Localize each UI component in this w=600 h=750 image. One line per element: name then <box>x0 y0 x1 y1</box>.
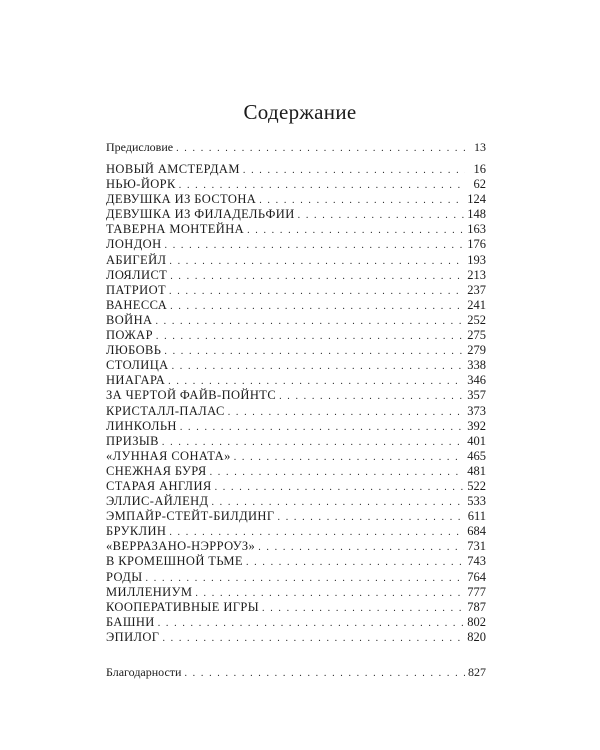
toc-entry <box>106 222 486 237</box>
toc-entry-title: СТОЛИЦА <box>106 358 169 373</box>
toc-entry-title: ПОЖАР <box>106 328 153 343</box>
dot-leader <box>146 571 465 586</box>
dot-leader <box>180 420 464 435</box>
toc-entry-page-number: 827 <box>468 665 486 679</box>
toc-entry-title: БАШНИ <box>106 614 155 629</box>
toc-entry <box>106 494 486 509</box>
toc-entry-title: ЗА ЧЕРТОЙ ФАЙВ-ПОЙНТС <box>106 388 277 403</box>
toc-entry <box>106 585 486 600</box>
toc-entry-title: МИЛЛЕНИУМ <box>106 584 193 599</box>
toc-entry-page-number: 176 <box>467 237 486 252</box>
toc-entry-title: ПРИЗЫВ <box>106 433 159 448</box>
toc-entry-title: ЛОНДОН <box>106 237 162 252</box>
toc-entry-title: КРИСТАЛЛ-ПАЛАС <box>106 403 225 418</box>
toc-entry-title: НИАГАРА <box>106 373 166 388</box>
toc-entry-page-number: 401 <box>467 433 486 448</box>
dot-leader <box>210 465 465 480</box>
toc-entry-page-number: 465 <box>467 448 486 463</box>
toc-entry-page-number: 241 <box>467 297 486 312</box>
toc-entry-page-number: 148 <box>467 207 486 222</box>
toc-entry-page-number: 777 <box>467 584 486 599</box>
toc-entry <box>106 615 486 630</box>
dot-leader <box>278 510 465 525</box>
dot-leader <box>172 359 465 374</box>
toc-entry <box>106 253 486 268</box>
toc-entry-title: НОВЫЙ АМСТЕРДАМ <box>106 162 240 176</box>
toc-entry-page-number: 802 <box>467 614 486 629</box>
toc-entry-title: ЭЛЛИС-АЙЛЕНД <box>106 494 209 509</box>
toc-entry-page-number: 481 <box>467 463 486 478</box>
toc-entry-page-number: 533 <box>467 494 486 509</box>
dot-leader <box>156 329 464 344</box>
toc-entry-page-number: 743 <box>467 554 486 569</box>
toc-entry-title: ЛИНКОЛЬН <box>106 418 177 433</box>
toc-entry-title: «ВЕРРАЗАНО-НЭРРОУЗ» <box>106 539 256 554</box>
toc-entry-title: В КРОМЕШНОЙ ТЬМЕ <box>106 554 243 569</box>
toc-entry-page-number: 279 <box>467 343 486 358</box>
page-title: Содержание <box>243 100 357 124</box>
toc-entry-page-number: 764 <box>467 569 486 584</box>
dot-leader <box>155 314 464 329</box>
dot-leader <box>162 435 464 450</box>
toc-entry-page-number: 237 <box>467 282 486 297</box>
toc-entry-title: ЭПИЛОГ <box>106 629 160 644</box>
toc-entry <box>106 434 486 449</box>
toc-entry-page-number: 124 <box>467 192 486 207</box>
toc-entry-title: РОДЫ <box>106 569 143 584</box>
toc-entry-page-number: 275 <box>467 328 486 343</box>
toc-entry-page-number: 611 <box>467 509 486 524</box>
dot-leader <box>170 269 464 284</box>
toc-entry <box>106 373 486 388</box>
toc-entry-title: ТАВЕРНА МОНТЕЙНА <box>106 222 245 237</box>
dot-leader <box>259 193 464 208</box>
toc-entry-title: «ЛУННАЯ СОНАТА» <box>106 448 231 463</box>
dot-leader <box>262 601 464 616</box>
toc-entry <box>106 358 486 373</box>
dot-leader <box>179 178 465 193</box>
toc-entry-page-number: 252 <box>467 312 486 327</box>
toc-entry <box>106 524 486 539</box>
toc-entry <box>106 313 486 328</box>
dot-leader <box>246 555 464 570</box>
toc-entry-title: ЛОЯЛИСТ <box>106 267 168 282</box>
dot-leader <box>164 344 464 359</box>
toc-entry <box>106 237 486 252</box>
toc-entry-title: ЛЮБОВЬ <box>106 343 162 358</box>
toc-entry <box>106 207 486 222</box>
toc-entry <box>106 162 486 177</box>
dot-leader <box>234 450 465 465</box>
toc-entry-title: СНЕЖНАЯ БУРЯ <box>106 463 207 478</box>
toc-entry <box>106 464 486 479</box>
toc-entry <box>106 268 486 283</box>
dot-leader <box>169 284 464 299</box>
toc-entry <box>106 328 486 343</box>
dot-leader <box>258 540 464 555</box>
toc-entry-page-number: 392 <box>467 418 486 433</box>
toc-entry-page-number: 731 <box>467 539 486 554</box>
toc-entry-page-number: 16 <box>473 162 486 176</box>
toc-entry <box>106 140 486 155</box>
dot-leader <box>215 480 465 495</box>
dot-leader <box>228 405 465 420</box>
toc-entry-title: Предисловие <box>106 140 174 154</box>
dot-leader <box>162 631 464 646</box>
toc-entry-title: СТАРАЯ АНГЛИЯ <box>106 478 212 493</box>
toc-back-matter <box>106 665 486 680</box>
toc-entry <box>106 665 486 680</box>
toc-entry-page-number: 787 <box>467 599 486 614</box>
toc-entry <box>106 449 486 464</box>
toc-entry-title: ДЕВУШКА ИЗ БОСТОНА <box>106 192 257 207</box>
dot-leader <box>165 238 465 253</box>
toc-entry-page-number: 357 <box>467 388 486 403</box>
dot-leader <box>195 586 464 601</box>
dot-leader <box>184 666 465 681</box>
dot-leader <box>247 223 464 238</box>
toc-entry-page-number: 684 <box>467 524 486 539</box>
dot-leader <box>169 254 464 269</box>
dot-leader <box>176 141 465 156</box>
dot-leader <box>168 374 464 389</box>
dot-leader <box>298 208 465 223</box>
toc-entry-page-number: 163 <box>467 222 486 237</box>
toc-entry-title: КООПЕРАТИВНЫЕ ИГРЫ <box>106 599 260 614</box>
toc-entry <box>106 570 486 585</box>
toc-entry-page-number: 213 <box>467 267 486 282</box>
toc-entry <box>106 192 486 207</box>
toc-entry <box>106 343 486 358</box>
toc-entry-title: ДЕВУШКА ИЗ ФИЛАДЕЛЬФИИ <box>106 207 295 222</box>
toc-entry-page-number: 62 <box>473 177 486 192</box>
dot-leader <box>211 495 464 510</box>
toc-entry-title: АБИГЕЙЛ <box>106 252 167 267</box>
toc-entry-page-number: 373 <box>467 403 486 418</box>
toc-entry-page-number: 13 <box>474 140 486 154</box>
toc-entry-title: ЭМПАЙР-СТЕЙТ-БИЛДИНГ <box>106 509 275 524</box>
toc-entry-title: БРУКЛИН <box>106 524 167 539</box>
toc-entry-title: НЬЮ-ЙОРК <box>106 177 176 192</box>
toc-entry-page-number: 522 <box>467 478 486 493</box>
toc-entry <box>106 298 486 313</box>
dot-leader <box>279 389 464 404</box>
toc-entry-title: Благодарности <box>106 665 182 679</box>
toc-entry-page-number: 820 <box>467 629 486 644</box>
toc-front-matter <box>106 140 486 155</box>
dot-leader <box>169 525 464 540</box>
toc-chapters <box>106 162 486 645</box>
toc-entry <box>106 479 486 494</box>
dot-leader <box>170 299 464 314</box>
dot-leader <box>243 163 465 178</box>
toc-entry <box>106 419 486 434</box>
dot-leader <box>158 616 465 631</box>
toc-entry-page-number: 193 <box>467 252 486 267</box>
toc-entry <box>106 600 486 615</box>
toc-entry <box>106 539 486 554</box>
toc-entry <box>106 630 486 645</box>
toc-entry-title: ВАНЕССА <box>106 297 168 312</box>
toc-entry-page-number: 346 <box>467 373 486 388</box>
toc-entry <box>106 509 486 524</box>
toc-entry-title: ВОЙНА <box>106 312 153 327</box>
toc-entry <box>106 177 486 192</box>
toc-entry <box>106 283 486 298</box>
toc-entry-page-number: 338 <box>467 358 486 373</box>
toc-entry-title: ПАТРИОТ <box>106 282 167 297</box>
toc-entry <box>106 554 486 569</box>
toc-entry <box>106 404 486 419</box>
toc-entry <box>106 388 486 403</box>
